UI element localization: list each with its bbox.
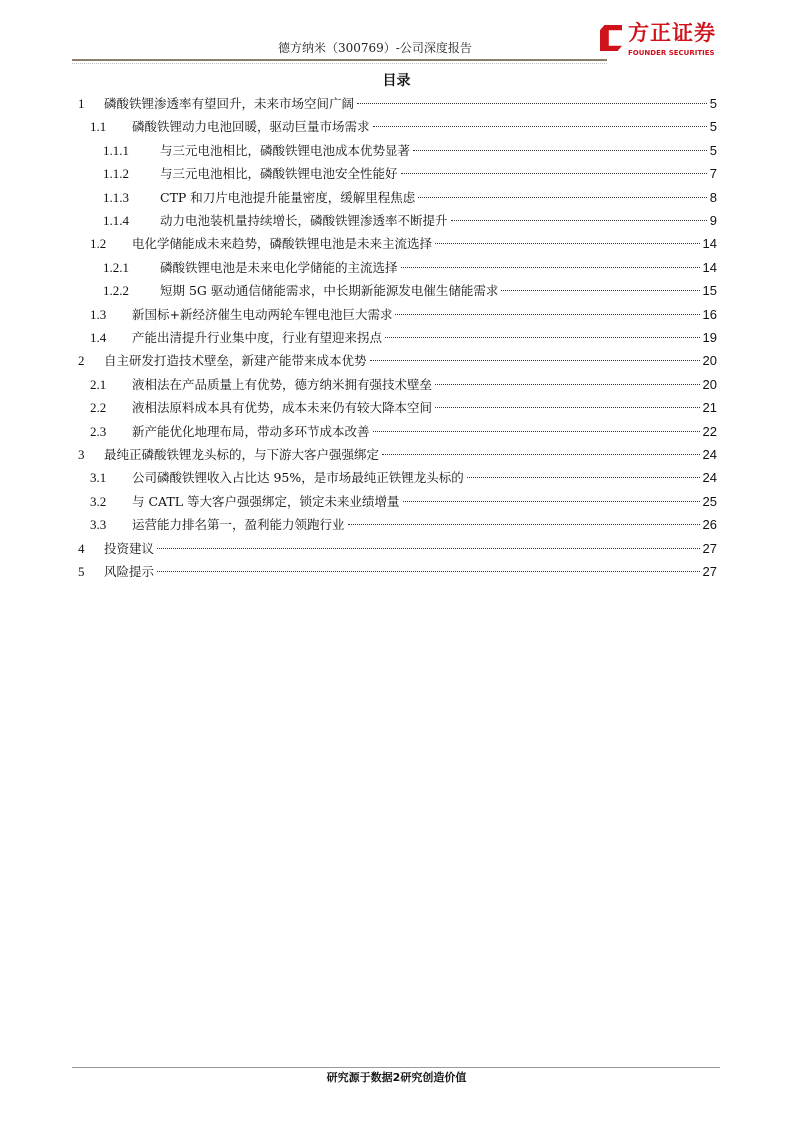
header-title: 德方纳米（300769）-公司深度报告 xyxy=(278,41,472,55)
toc-entry-title: 新产能优化地理布局，带动多环节成本改善 xyxy=(132,423,370,439)
toc-entry-number: 1.1.1 xyxy=(103,142,129,158)
toc-entry-number: 3.3 xyxy=(90,517,107,533)
footer-divider xyxy=(72,1067,720,1068)
toc-dot-leader xyxy=(348,524,700,525)
header-divider-dotted xyxy=(72,63,607,65)
toc-entry-number: 1.1 xyxy=(90,119,107,135)
toc-dot-leader xyxy=(413,150,707,151)
toc-entry[interactable] xyxy=(90,306,717,324)
toc-entry-number: 1.1.3 xyxy=(103,189,129,205)
toc-dot-leader xyxy=(435,407,700,408)
toc-entry-title: 与三元电池相比，磷酸铁锂电池成本优势显著 xyxy=(160,142,411,158)
toc-entry-number: 1.2.1 xyxy=(103,259,129,275)
toc-dot-leader xyxy=(395,314,699,315)
toc-entry-page: 20 xyxy=(702,376,717,392)
toc-dot-leader xyxy=(373,126,707,127)
toc-entry[interactable] xyxy=(78,446,717,464)
toc-entry-title: 磷酸铁锂电池是未来电化学储能的主流选择 xyxy=(160,259,398,275)
toc-entry-title: 短期 5G 驱动通信储能需求，中长期新能源发电催生储能需求 xyxy=(160,283,499,299)
toc-entry-page: 22 xyxy=(702,423,717,439)
toc-entry-title: 与三元电池相比，磷酸铁锂电池安全性能好 xyxy=(160,166,398,182)
toc-entry[interactable] xyxy=(103,142,717,160)
toc-entry-page: 24 xyxy=(702,447,717,462)
toc-entry-page: 9 xyxy=(709,213,717,228)
toc-entry-page: 14 xyxy=(702,259,717,275)
toc-entry-page: 14 xyxy=(702,236,717,252)
toc-entry-title: 液相法在产品质量上有优势，德方纳米拥有强技术壁垒 xyxy=(132,376,433,392)
toc-entry-page: 7 xyxy=(709,166,717,182)
toc-entry[interactable] xyxy=(103,189,717,207)
toc-dot-leader xyxy=(435,243,700,244)
toc-entry-number: 2.2 xyxy=(90,400,107,416)
toc-entry[interactable] xyxy=(78,563,717,581)
toc-dot-leader xyxy=(418,197,706,198)
toc-entry-title: 磷酸铁锂动力电池回暖，驱动巨量市场需求 xyxy=(132,119,370,135)
toc-entry-page: 15 xyxy=(702,283,717,299)
toc-entry-number: 3.2 xyxy=(90,493,107,509)
toc-entry[interactable] xyxy=(103,259,717,277)
toc-entry[interactable] xyxy=(90,329,717,347)
founder-securities-logo xyxy=(600,22,722,60)
toc-dot-leader xyxy=(501,290,699,291)
toc-entry-number: 1.4 xyxy=(90,330,107,345)
toc-entry[interactable] xyxy=(90,376,717,394)
toc-entry-number: 3 xyxy=(78,447,85,462)
toc-dot-leader xyxy=(401,267,700,268)
toc-entry-page: 19 xyxy=(702,330,717,345)
toc-entry[interactable] xyxy=(78,352,717,370)
toc-entry[interactable] xyxy=(90,118,717,136)
toc-entry-page: 5 xyxy=(709,142,717,158)
toc-entry-page: 5 xyxy=(709,119,717,135)
toc-entry[interactable] xyxy=(103,282,717,300)
toc-entry-title: 自主研发打造技术壁垒，新建产能带来成本优势 xyxy=(104,353,367,369)
toc-entry-title: 最纯正磷酸铁锂龙头标的，与下游大客户强强绑定 xyxy=(104,447,380,462)
toc-dot-leader xyxy=(403,501,700,502)
toc-entry-title: 磷酸铁锂渗透率有望回升，未来市场空间广阔 xyxy=(104,96,355,111)
toc-entry-number: 1.2 xyxy=(90,236,107,252)
toc-entry-page: 21 xyxy=(702,400,717,416)
toc-entry[interactable] xyxy=(90,469,717,487)
toc-entry-page: 5 xyxy=(709,96,717,111)
toc-entry[interactable] xyxy=(90,235,717,253)
toc-entry[interactable] xyxy=(78,95,717,113)
toc-dot-leader xyxy=(435,384,700,385)
toc-entry-number: 1.1.4 xyxy=(103,213,129,228)
logo-text-cn: 方正证券 xyxy=(628,21,716,45)
toc-entry-title: 电化学储能成未来趋势，磷酸铁锂电池是未来主流选择 xyxy=(132,236,433,252)
footer-slogan: 研究源于数据2研究创造价值 xyxy=(326,1071,467,1084)
toc-entry[interactable] xyxy=(90,516,717,534)
toc-entry-title: 新国标+新经济催生电动两轮车锂电池巨大需求 xyxy=(132,306,393,322)
toc-entry-title: 液相法原料成本具有优势，成本未来仍有较大降本空间 xyxy=(132,400,433,416)
header-divider xyxy=(72,59,607,61)
toc-entry-number: 1.1.2 xyxy=(103,166,129,182)
toc-entry[interactable] xyxy=(103,165,717,183)
logo-text-en: FOUNDER SECURITIES xyxy=(628,49,715,57)
toc-entry-title: 投资建议 xyxy=(104,540,155,556)
toc-title: 目录 xyxy=(382,73,411,89)
toc-dot-leader xyxy=(373,431,700,432)
toc-entry-title: 运营能力排名第一，盈利能力领跑行业 xyxy=(132,517,345,533)
toc-entry-number: 2.3 xyxy=(90,423,107,439)
toc-entry-page: 25 xyxy=(702,493,717,509)
toc-entry[interactable] xyxy=(90,493,717,511)
toc-entry-page: 27 xyxy=(702,540,717,556)
toc-entry-page: 20 xyxy=(702,353,717,369)
toc-dot-leader xyxy=(157,548,700,549)
toc-entry-number: 2 xyxy=(78,353,85,369)
toc-entry-title: 公司磷酸铁锂收入占比达 95%，是市场最纯正铁锂龙头标的 xyxy=(132,470,464,486)
toc-entry-title: CTP 和刀片电池提升能量密度，缓解里程焦虑 xyxy=(160,189,416,205)
toc-entry-page: 27 xyxy=(702,564,717,579)
toc-entry-number: 4 xyxy=(78,540,85,556)
toc-dot-leader xyxy=(401,173,707,174)
toc-entry-number: 1.3 xyxy=(90,306,107,322)
toc-entry-page: 8 xyxy=(709,189,717,205)
toc-entry-title: 与 CATL 等大客户强强绑定，锁定未来业绩增量 xyxy=(132,493,400,509)
toc-dot-leader xyxy=(382,454,700,455)
toc-dot-leader xyxy=(370,360,700,361)
toc-entry-number: 3.1 xyxy=(90,470,107,486)
toc-dot-leader xyxy=(357,103,707,104)
logo-mark-icon xyxy=(600,25,622,51)
toc-entry-page: 26 xyxy=(702,517,717,533)
toc-entry-title: 风险提示 xyxy=(104,564,155,579)
toc-entry[interactable] xyxy=(103,212,717,230)
toc-dot-leader xyxy=(467,477,700,478)
toc-entry-number: 1 xyxy=(78,96,85,111)
toc-entry-number: 5 xyxy=(78,564,85,579)
toc-dot-leader xyxy=(451,220,707,221)
toc-entry[interactable] xyxy=(90,423,717,441)
toc-entry-title: 产能出清提升行业集中度，行业有望迎来拐点 xyxy=(132,330,383,345)
toc-entry[interactable] xyxy=(90,399,717,417)
toc-entry-number: 2.1 xyxy=(90,376,107,392)
toc-entry[interactable] xyxy=(78,540,717,558)
toc-dot-leader xyxy=(157,571,700,572)
toc-entry-title: 动力电池装机量持续增长，磷酸铁锂渗透率不断提升 xyxy=(160,213,448,228)
toc-entry-number: 1.2.2 xyxy=(103,283,129,299)
toc-entry-page: 16 xyxy=(702,306,717,322)
toc-dot-leader xyxy=(385,337,700,338)
toc-entry-page: 24 xyxy=(702,470,717,486)
